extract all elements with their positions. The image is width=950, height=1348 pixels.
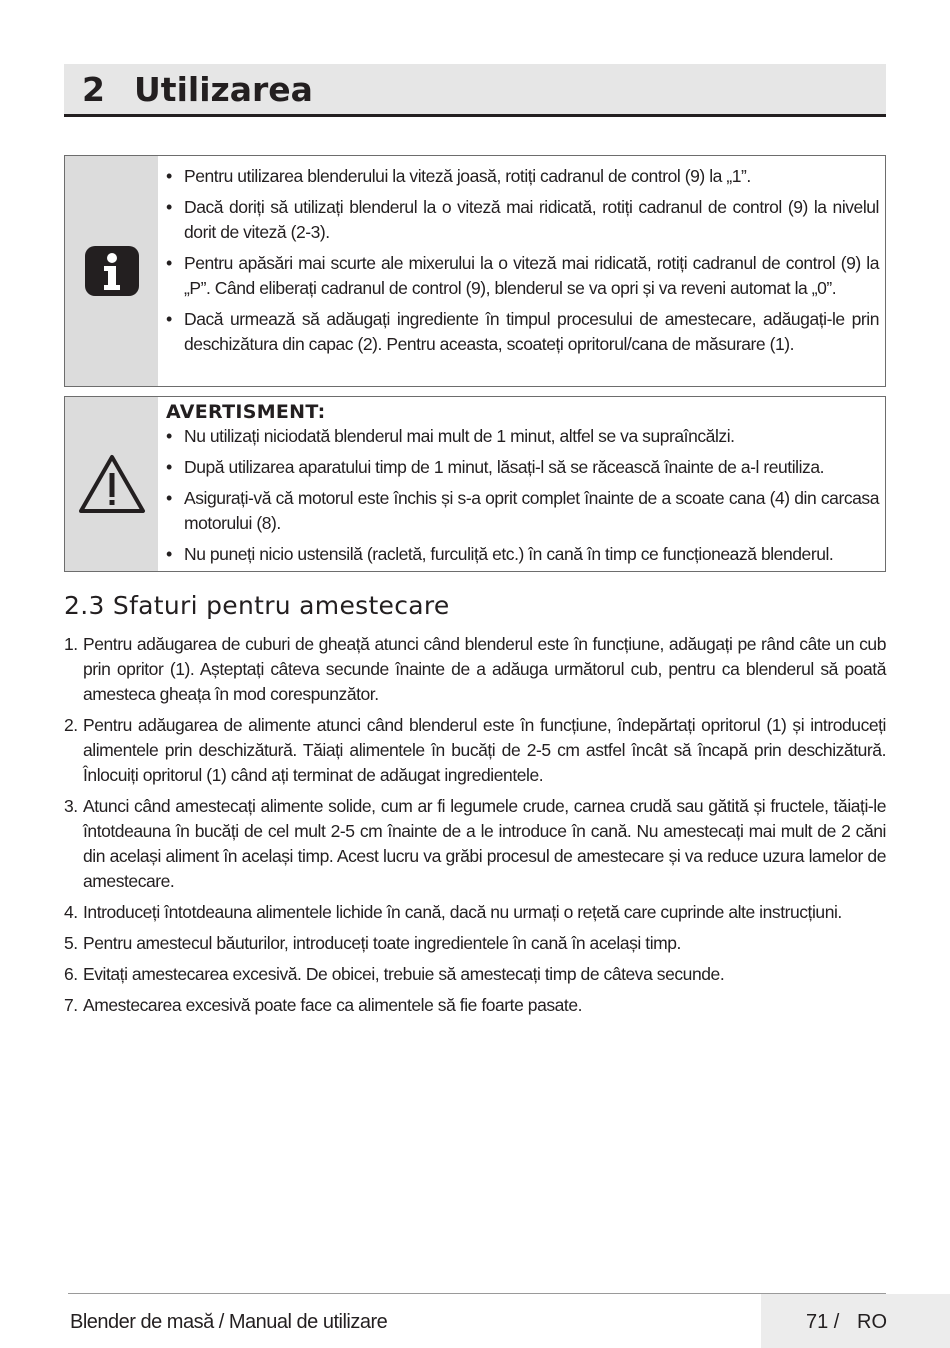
list-item: • Nu puneți nicio ustensilă (racletă, furculiță etc.) în cană în timp ce funcționează blenderul. xyxy=(166,542,879,567)
list-index: 6. xyxy=(64,964,78,984)
list-item xyxy=(64,794,886,894)
list-text: Pentru amestecul băuturilor, introduceți toate ingredientele în cană în același timp. xyxy=(83,933,681,953)
list-index: 4. xyxy=(64,902,78,922)
language-code: RO xyxy=(857,1311,887,1333)
chapter-title: Utilizarea xyxy=(134,70,313,109)
warning-note-box xyxy=(64,396,886,572)
info-content xyxy=(166,156,879,363)
list-text: Pentru adăugarea de alimente atunci când blenderul este în funcțiune, îndepărtați opritorul (1) și introduceți alimentele prin deschizătură. Tăiați alimentele în bucăți de 2-5 cm astfel încât să încapă prin deschizătură. Înlocuiți opritorul (1) când ați terminat de adăugat ingredientele. xyxy=(83,715,886,785)
list-item xyxy=(64,993,886,1018)
list-item xyxy=(64,713,886,788)
list-index: 5. xyxy=(64,933,78,953)
footer-page-box xyxy=(761,1294,950,1348)
list-item xyxy=(64,900,886,925)
info-icon-column xyxy=(65,156,158,386)
info-bullet-list xyxy=(166,164,879,357)
list-item: • Dacă doriți să utilizați blenderul la o viteză mai ridicată, rotiți cadranul de control (9) la nivelul dorit de viteză (2-3). xyxy=(166,195,879,245)
chapter-number: 2 xyxy=(82,70,105,109)
warning-title: AVERTISMENT: xyxy=(166,401,326,423)
warning-triangle-icon xyxy=(77,453,147,515)
list-text: Amestecarea excesivă poate face ca alimentele să fie foarte pasate. xyxy=(83,995,583,1015)
list-index: 1. xyxy=(64,634,78,654)
list-text: Introduceți întotdeauna alimentele lichide în cană, dacă nu urmați o rețetă care cuprinde alte instrucțiuni. xyxy=(83,902,842,922)
warning-content xyxy=(166,397,879,573)
list-item: • Pentru utilizarea blenderului la viteză joasă, rotiți cadranul de control (9) la „1”. xyxy=(166,164,879,189)
list-item: • Pentru apăsări mai scurte ale mixerului la o viteză mai ridicată, rotiți cadranul de control (9) la „P”. Când eliberați cadranul de control (9), blenderul se va opri și va reveni automat la „0”. xyxy=(166,251,879,301)
list-item xyxy=(64,632,886,707)
warning-icon-column xyxy=(65,397,158,571)
tips-list xyxy=(64,632,886,1024)
section-title: 2.3 Sfaturi pentru amestecare xyxy=(64,591,450,620)
list-text: Pentru adăugarea de cuburi de gheață atunci când blenderul este în funcțiune, adăugați pe rând câte un cub prin opritor (1). Așteptați câteva secunde înainte de a adăuga următorul cub, pentru ca blenderul să poată amesteca gheața în mod corespunzător. xyxy=(83,634,886,704)
list-item: • După utilizarea aparatului timp de 1 minut, lăsați-l să se răcească înainte de a-l reutiliza. xyxy=(166,455,879,480)
list-item: • Asigurați-vă că motorul este închis și s-a oprit complet înainte de a scoate cana (4) din carcasa motorului (8). xyxy=(166,486,879,536)
list-index: 2. xyxy=(64,715,78,735)
page-number: 71 / xyxy=(806,1311,840,1333)
footer-doc-title: Blender de masă / Manual de utilizare xyxy=(70,1311,388,1333)
info-note-box xyxy=(64,155,886,387)
chapter-header xyxy=(64,64,886,117)
list-text: Evitați amestecarea excesivă. De obicei, trebuie să amestecați timp de câteva secunde. xyxy=(83,964,725,984)
list-index: 7. xyxy=(64,995,78,1015)
list-item xyxy=(64,931,886,956)
list-item xyxy=(64,962,886,987)
info-icon xyxy=(84,245,140,297)
list-index: 3. xyxy=(64,796,78,816)
warning-bullet-list xyxy=(166,424,879,567)
list-item: • Dacă urmează să adăugați ingrediente în timpul procesului de amestecare, adăugați-le prin deschizătura din capac (2). Pentru aceasta, scoateți opritorul/cana de măsurare (1). xyxy=(166,307,879,357)
list-text: Atunci când amestecați alimente solide, cum ar fi legumele crude, carnea crudă sau gătită și fructele, tăiați-le întotdeauna în bucăți de cel mult 2-5 cm înainte de a le introduce în cană. Nu amestecați mai mult de 2 căni din același aliment în același timp. Acest lucru va grăbi procesul de amestecare și va reduce uzura lamelor de amestecare. xyxy=(83,796,886,891)
list-item: • Nu utilizați niciodată blenderul mai mult de 1 minut, altfel se va supraîncălzi. xyxy=(166,424,879,449)
